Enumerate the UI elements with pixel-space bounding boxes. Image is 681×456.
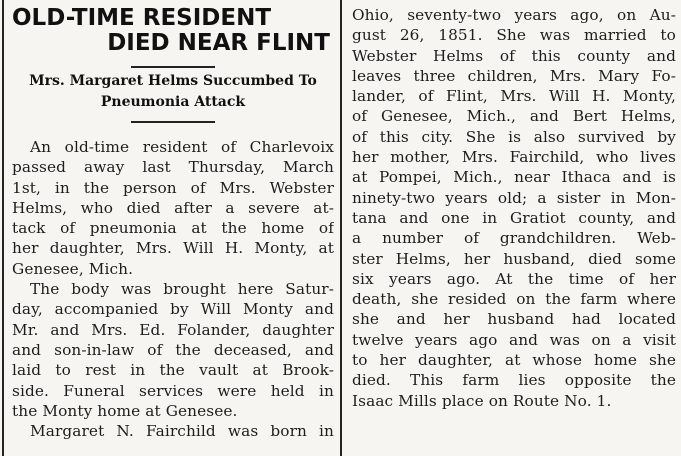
body-line: gust 26, 1851. She was married to	[352, 26, 676, 45]
body-line: laid to rest in the vault at Brook-	[12, 361, 334, 380]
body-line: day, accompanied by Will Monty and	[12, 300, 334, 319]
body-line: An old-time resident of Charlevoix	[30, 138, 334, 156]
body-line: Genesee, Mich.	[12, 259, 134, 278]
body-line: Webster Helms of this county and	[352, 46, 676, 65]
body-line: to her daughter, at whose home she	[352, 351, 676, 370]
body-line: death, she resided on the farm where	[352, 290, 676, 309]
body-line: the Monty home at Genesee.	[12, 401, 238, 420]
body-line: her mother, Mrs. Fairchild, who lives	[352, 148, 676, 167]
body-line: she and her husband had located	[352, 310, 676, 329]
body-line: and son-in-law of the deceased, and	[12, 340, 334, 359]
subheadline-line-2: Pneumonia Attack	[100, 94, 246, 110]
column-rule-left	[2, 0, 4, 456]
headline-rule	[131, 66, 215, 68]
column-1	[12, 0, 334, 441]
body-line: of this city. She is also survived by	[352, 127, 676, 146]
body-line: 1st, in the person of Mrs. Webster	[12, 178, 334, 197]
subheadline-line-1: Mrs. Margaret Helms Succumbed To	[29, 73, 317, 89]
body-line: Ohio, seventy-two years ago, on Au-	[352, 6, 676, 24]
body-line: leaves three children, Mrs. Mary Fo-	[352, 66, 676, 85]
body-line: ninety-two years old; a sister in Mon-	[352, 188, 676, 207]
body-line: a number of grandchildren. Web-	[352, 229, 676, 248]
body-line: Margaret N. Fairchild was born in	[30, 422, 334, 441]
body-line: lander, of Flint, Mrs. Will H. Monty,	[352, 87, 676, 106]
headline-line-1: OLD-TIME RESIDENT	[12, 5, 272, 31]
body-line: twelve years ago and was on a visit	[352, 330, 676, 349]
body-line: died. This farm lies opposite the	[352, 371, 676, 390]
body-line: The body was brought here Satur-	[30, 280, 334, 299]
body-line: Helms, who died after a severe at-	[12, 198, 334, 217]
subheadline-rule	[131, 121, 215, 123]
body-line: ster Helms, her husband, died some	[352, 249, 676, 268]
body-line: tack of pneumonia at the home of	[12, 219, 334, 238]
column-2-text	[352, 5, 676, 411]
body-line: tana and one in Gratiot county, and	[352, 208, 676, 227]
body-line: at Pompei, Mich., near Ithaca and is	[352, 168, 676, 187]
body-line: her daughter, Mrs. Will H. Monty, at	[12, 239, 334, 258]
headline-line-2: DIED NEAR FLINT	[107, 30, 330, 56]
body-line: passed away last Thursday, March	[12, 158, 334, 177]
column-1-text	[12, 137, 334, 441]
column-rule-middle	[340, 0, 342, 456]
column-2	[352, 0, 676, 411]
body-line: Isaac Mills place on Route No. 1.	[352, 391, 612, 410]
body-line: side. Funeral services were held in	[12, 381, 334, 400]
body-line: of Genesee, Mich., and Bert Helms,	[352, 107, 676, 126]
body-line: Mr. and Mrs. Ed. Folander, daughter	[12, 320, 334, 339]
body-line: six years ago. At the time of her	[352, 269, 676, 288]
